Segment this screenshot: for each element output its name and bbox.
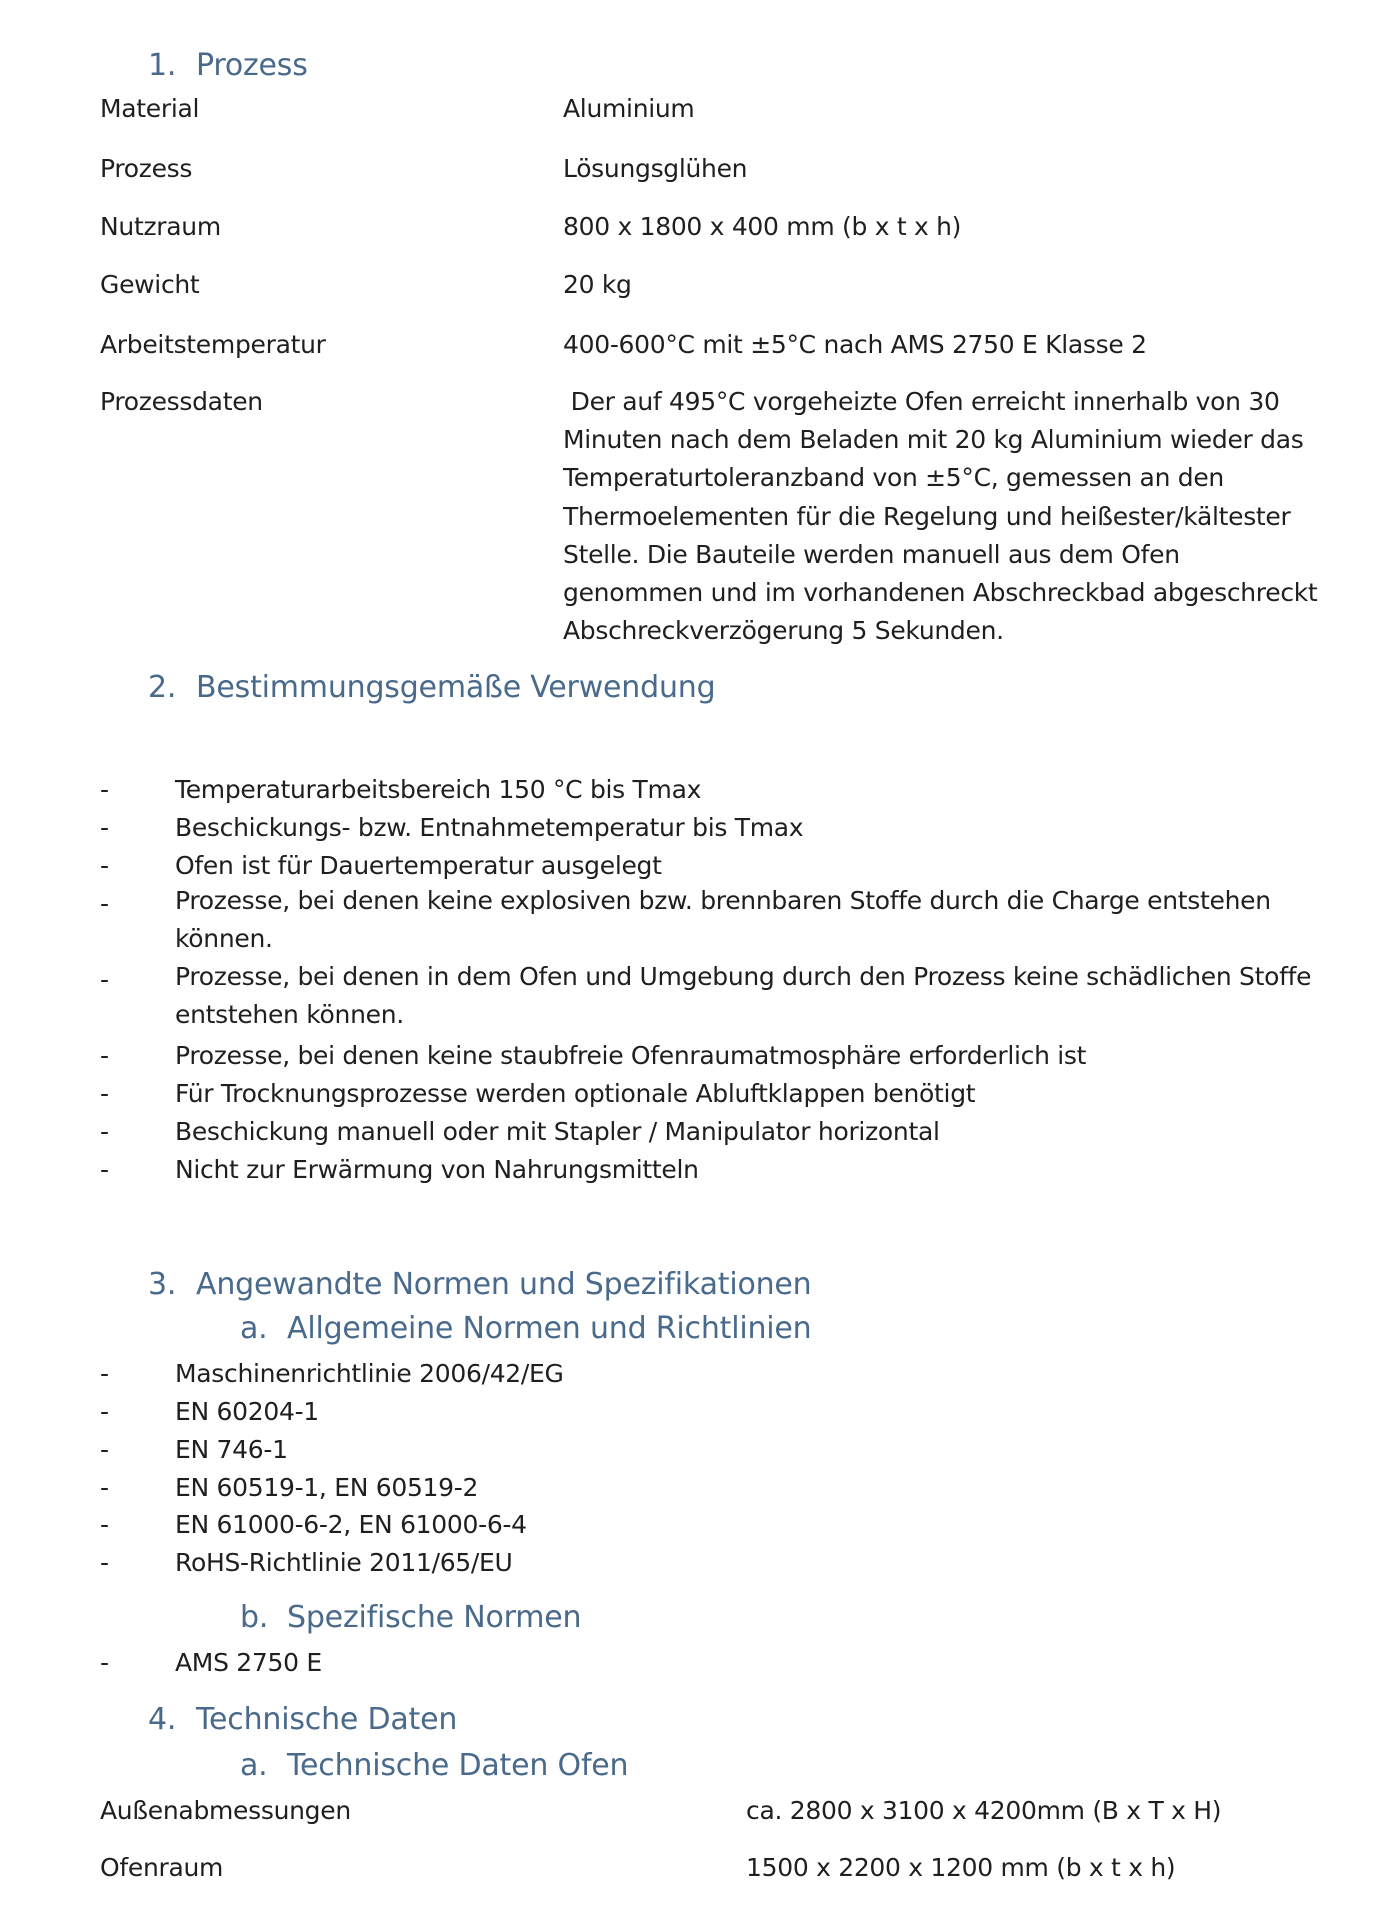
- row-label-prozess: Prozess: [100, 154, 193, 183]
- list-item: Beschickung manuell oder mit Stapler / Manipulator horizontal: [175, 1117, 940, 1146]
- bullet-dash: -: [100, 1079, 109, 1108]
- list-item: Beschickungs- bzw. Entnahmetemperatur bis Tmax: [175, 813, 804, 842]
- bullet-dash: -: [100, 1155, 109, 1184]
- list-item: Für Trocknungsprozesse werden optionale Abluftklappen benötigt: [175, 1079, 976, 1108]
- list-item-line: entstehen können.: [175, 1000, 404, 1029]
- list-item-line: Prozesse, bei denen keine explosiven bzw. brennbaren Stoffe durch die Charge entstehen: [175, 886, 1271, 915]
- list-item: [175, 958, 1311, 1034]
- row-value-gewicht: 20 kg: [563, 270, 632, 299]
- bullet-dash: -: [100, 965, 109, 994]
- process-line: Temperaturtoleranzband von ±5°C, gemessen an den: [563, 463, 1224, 493]
- section-4-heading: [148, 1702, 457, 1737]
- process-line: Thermoelementen für die Regelung und heißester/kältester: [563, 501, 1291, 531]
- section-number: 3.: [148, 1267, 177, 1302]
- process-line: Der auf 495°C vorgeheizte Ofen erreicht innerhalb von 30: [563, 387, 1280, 416]
- process-line: Minuten nach dem Beladen mit 20 kg Aluminium wieder das: [563, 425, 1304, 455]
- section-title: Technische Daten: [196, 1702, 458, 1737]
- row-value-nutzraum: 800 x 1800 x 400 mm (b x t x h): [563, 212, 962, 241]
- row-label-ofenraum: Ofenraum: [100, 1853, 224, 1882]
- section-title: Angewandte Normen und Spezifikationen: [196, 1267, 812, 1302]
- subsection-4a-heading: [240, 1748, 628, 1783]
- section-2-heading: [148, 670, 715, 705]
- section-number: 1.: [148, 48, 177, 83]
- process-description: [563, 383, 1318, 650]
- process-line: genommen und im vorhandenen Abschreckbad abgeschreckt: [563, 578, 1318, 608]
- section-1-heading: [148, 48, 308, 83]
- bullet-dash: -: [100, 851, 109, 880]
- subsection-letter: a.: [240, 1311, 268, 1346]
- bullet-dash: -: [100, 1117, 109, 1146]
- row-label-arbeitstemperatur: Arbeitstemperatur: [100, 330, 326, 359]
- section-number: 4.: [148, 1702, 177, 1737]
- bullet-dash: -: [100, 1648, 109, 1677]
- bullet-dash: -: [100, 1359, 109, 1388]
- row-value-ofenraum: 1500 x 2200 x 1200 mm (b x t x h): [746, 1853, 1176, 1882]
- subsection-3a-heading: [240, 1311, 812, 1346]
- section-title: Bestimmungsgemäße Verwendung: [196, 670, 716, 705]
- bullet-dash: -: [100, 813, 109, 842]
- bullet-dash: -: [100, 1041, 109, 1070]
- list-item: Maschinenrichtlinie 2006/42/EG: [175, 1359, 564, 1388]
- row-label-aussenabmessungen: Außenabmessungen: [100, 1796, 351, 1825]
- list-item-line: Prozesse, bei denen in dem Ofen und Umgebung durch den Prozess keine schädlichen Stoffe: [175, 962, 1312, 991]
- row-label-prozessdaten: Prozessdaten: [100, 387, 263, 416]
- subsection-title: Technische Daten Ofen: [287, 1748, 629, 1783]
- subsection-3b-heading: [240, 1600, 581, 1635]
- section-number: 2.: [148, 670, 177, 705]
- subsection-title: Spezifische Normen: [287, 1600, 582, 1635]
- subsection-letter: a.: [240, 1748, 268, 1783]
- list-item: [175, 882, 1271, 958]
- list-item: EN 60519-1, EN 60519-2: [175, 1473, 479, 1502]
- bullet-dash: -: [100, 1548, 109, 1577]
- row-value-arbeitstemperatur: 400-600°C mit ±5°C nach AMS 2750 E Klasse 2: [563, 330, 1147, 359]
- row-label-gewicht: Gewicht: [100, 270, 200, 299]
- subsection-title: Allgemeine Normen und Richtlinien: [287, 1311, 812, 1346]
- bullet-dash: -: [100, 1510, 109, 1539]
- list-item-line: können.: [175, 924, 273, 953]
- bullet-dash: -: [100, 1435, 109, 1464]
- list-item: EN 746-1: [175, 1435, 288, 1464]
- list-item: Prozesse, bei denen keine staubfreie Ofenraumatmosphäre erforderlich ist: [175, 1041, 1087, 1070]
- row-label-nutzraum: Nutzraum: [100, 212, 221, 241]
- section-3-heading: [148, 1267, 812, 1302]
- list-item: EN 60204-1: [175, 1397, 319, 1426]
- row-value-aussenabmessungen: ca. 2800 x 3100 x 4200mm (B x T x H): [746, 1796, 1222, 1825]
- list-item: RoHS-Richtlinie 2011/65/EU: [175, 1548, 513, 1577]
- list-item: AMS 2750 E: [175, 1648, 322, 1677]
- process-line: Abschreckverzögerung 5 Sekunden.: [563, 616, 1004, 646]
- bullet-dash: -: [100, 1397, 109, 1426]
- list-item: Ofen ist für Dauertemperatur ausgelegt: [175, 851, 662, 880]
- list-item: Temperaturarbeitsbereich 150 °C bis Tmax: [175, 775, 702, 804]
- bullet-dash: -: [100, 1473, 109, 1502]
- subsection-letter: b.: [240, 1600, 269, 1635]
- process-line: Stelle. Die Bauteile werden manuell aus dem Ofen: [563, 539, 1180, 569]
- list-item: EN 61000-6-2, EN 61000-6-4: [175, 1510, 527, 1539]
- bullet-dash: -: [100, 775, 109, 804]
- section-title: Prozess: [196, 48, 308, 83]
- row-value-material: Aluminium: [563, 94, 695, 123]
- row-label-material: Material: [100, 94, 200, 123]
- row-value-prozess: Lösungsglühen: [563, 154, 748, 183]
- list-item: Nicht zur Erwärmung von Nahrungsmitteln: [175, 1155, 699, 1184]
- bullet-dash: -: [100, 889, 109, 918]
